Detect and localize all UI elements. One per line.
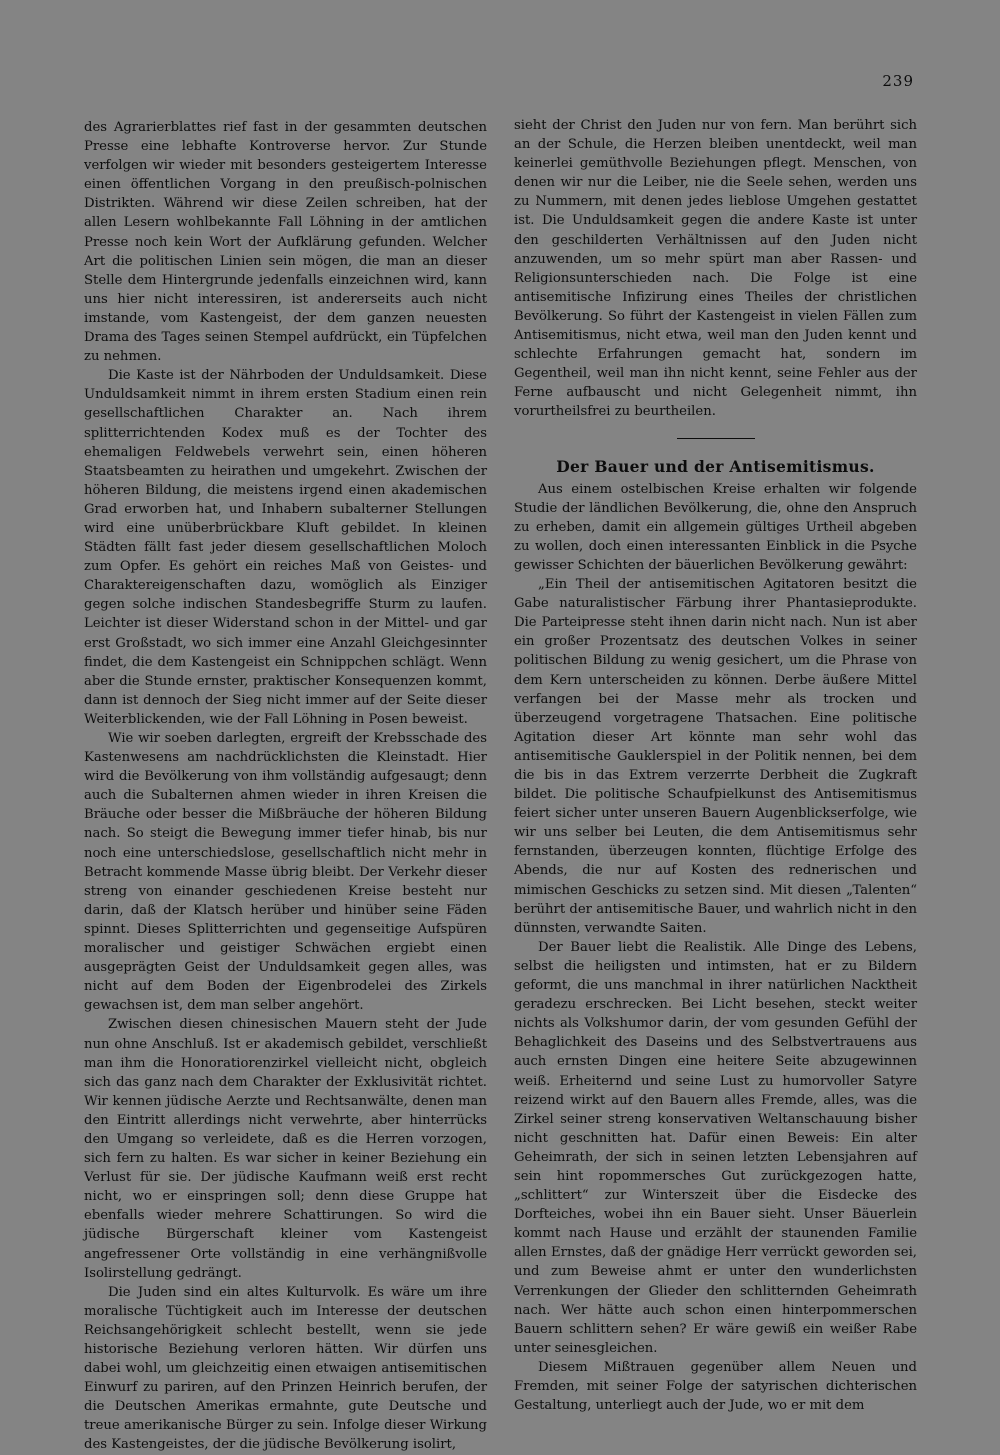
paragraph: Der Bauer liebt die Realistik. Alle Dinge des Lebens, selbst die heiligsten und intimsten, hat er zu Bildern geformt, die uns manchmal in ihrer natürlichen Nacktheit geradezu erschrecken. Bei Licht besehen, steckt weiter nichts als Volkshumor darin, der vom gesunden Gefühl der Behaglichkeit des Daseins und des Selbstvertrauens aus auch ernsten Dingen eine heitere Seite abzugewinnen weiß. Erheiternd und seine Lust zu humorvoller Satyre reizend wirkt auf den Bauern alles Fremde, alles, was die Zirkel seiner streng konservativen Weltanschauung bisher nicht geschnitten hat. Dafür einen Beweis: Ein alter Geheimrath, der sich in seinen letzten Lebensjahren auf sein hint ropommersches Gut zurückgezogen hatte, „schlittert“ zur Winterszeit über die Eisdecke des Dorfteiches, wobei ihn ein Bauer sieht. Unser Bäuerlein kommt nach Hause und erzählt der staunenden Familie allen Ernstes, daß der gnädige Herr verrückt geworden sei, und zum Beweise ahmt er unter den wunderlichsten Verrenkungen der Glieder den schlitternden Geheimrath nach. Wer hätte auch schon einen hinterpommerschen Bauern schlittern sehen? Er wäre gewiß ein weißer Rabe unter seinesgleichen. — [514, 939, 917, 1356]
paragraph: Aus einem ostelbischen Kreise erhalten wir folgende Studie der ländlichen Bevölkerung, die, ohne den Anspruch zu erheben, damit ein allgemein gültiges Urtheil abgeben zu wollen, doch einen interessanten Einblick in die Psyche gewisser Schichten der bäuerlichen Bevölkerung gewährt: — [514, 481, 917, 573]
page-number: 239 — [882, 72, 914, 90]
paragraph: sieht der Christ den Juden nur von fern. Man berührt sich an der Schule, die Herzen bleiben unentdeckt, weil man keinerlei gemüthvolle Beziehungen pflegt. Menschen, von denen wir nur die Leiber, nie die Seele sehen, werden uns zu Nummern, mit denen jedes lieblose Umgehen gestattet ist. Die Unduldsamkeit gegen die andere Kaste ist unter den geschilderten Verhältnissen auf den Juden nicht anzuwenden, um so mehr spürt man aber Rassen- und Religionsunterschieden nach. Die Folge ist eine antisemitische Infizirung eines Theiles der christlichen Bevölkerung. So führt der Kastengeist in vielen Fällen zum Antisemitismus, nicht etwa, weil man den Juden kennt und schlechte Erfahrungen gemacht hat, sondern im Gegentheil, weil man ihn nicht kennt, seine Fehler aus der Ferne aufbauscht und nicht Gelegenheit nimmt, ihn vorurtheilsfrei zu beurtheilen. — [514, 118, 917, 420]
paragraph: Zwischen diesen chinesischen Mauern steht der Jude nun ohne Anschluß. Ist er akademisch gebildet, verschließt man ihm die Honoratiorenzirkel vielleicht nicht, obgleich sich das ganz nach dem Charakter der Exklusivität richtet. Wir kennen jüdische Aerzte und Rechtsanwälte, denen man den Eintritt allerdings nicht verwehrte, aber hinterrücks den Umgang so verleidete, daß es die Herren vorzogen, sich fern zu halten. Es war sicher in keiner Beziehung ein Verlust für sie. Der jüdische Kaufmann weiß erst recht nicht, wo er einspringen soll; denn diese Gruppe hat ebenfalls wieder mehrere Schattirungen. So wird die jüdische Bürgerschaft kleiner vom Kastengeist angefressener Orte vollständig in eine verhängnißvolle Isolirstellung gedrängt. — [84, 1017, 487, 1281]
article-headline: Der Bauer und der Antisemitismus. — [556, 456, 875, 476]
paragraph: Die Kaste ist der Nährboden der Unduldsamkeit. Diese Unduldsamkeit nimmt in ihrem ersten Stadium einen rein gesellschaftlichen Charakter an. Nach ihrem splitterrichtenden Kodex muß es der Tochter des ehemaligen Feldwebels verwehrt sein, einen höheren Staatsbeamten zu heirathen und umgekehrt. Zwischen der höheren Bildung, die meistens irgend einen akademischen Grad erworben hat, und Inhabern subalterner Stellungen wird eine unüberbrückbare Kluft gebildet. In kleinen Städten fällt fast jeder diesem gesellschaftlichen Moloch zum Opfer. Es gehört ein reiches Maß von Geistes- und Charaktereigenschaften dazu, womöglich als Einziger gegen solche indischen Standesbegriffe Sturm zu laufen. Leichter ist dieser Widerstand schon in der Mittel- und gar erst Großstadt, wo sich immer eine Anzahl Gleichgesinnter findet, die dem Kastengeist ein Schnippchen schlägt. Wenn aber die Stunde ernster, praktischer Konsequenzen kommt, dann ist dennoch der Sieg nicht immer auf der Seite dieser Weiterblickenden, wie der Fall Löhning in Posen beweist. — [84, 368, 487, 727]
paragraph: Diesem Mißtrauen gegenüber allem Neuen und Fremden, mit seiner Folge der satyrischen dichterischen Gestaltung, unterliegt auch der Jude, wo er mit dem — [514, 1359, 917, 1414]
paragraph: Die Juden sind ein altes Kulturvolk. Es wäre um ihre moralische Tüchtigkeit auch im Interesse der deutschen Reichsangehörigkeit schlecht bestellt, wenn sie jede historische Beziehung verloren hätten. Wir dürfen uns dabei wohl, um gleichzeitig einen etwaigen antisemitischen Einwurf zu pariren, auf den Prinzen Heinrich berufen, der die Deutschen Amerikas ermahnte, gute Deutsche und treue amerikanische Bürger zu sein. Infolge dieser Wirkung des Kastengeistes, der die jüdische Bevölkerung isolirt, — [84, 1284, 487, 1453]
right-column — [514, 116, 917, 1415]
paragraph: „Ein Theil der antisemitischen Agitatoren besitzt die Gabe naturalistischer Färbung ihrer Phantasieprodukte. Die Parteipresse steht ihnen darin nicht nach. Nun ist aber ein großer Prozentsatz des deutschen Volkes in seiner politischen Bildung zu wenig gesichert, um die Phrase von dem Kern unterscheiden zu können. Derbe äußere Mittel verfangen bei der Masse mehr als trocken und überzeugend vorgetragene Thatsachen. Eine politische Agitation dieser Art könnte man sehr wohl das antisemitische Gauklerspiel in der Politik nennen, bei dem die bis in das Extrem verzerrte Derbheit die Zugkraft bildet. Die politische Schaufpielkunst des Antisemitismus feiert sicher unter unseren Bauern Augenblickserfolge, wie wir uns selber bei Leuten, die dem Antisemitismus sehr fernstanden, überzeugen konnten, flüchtige Erfolge des Abends, die nur auf Kosten des rednerischen und mimischen Geschicks zu setzen sind. Mit diesen „Talenten“ berührt der antisemitische Bauer, und wahrlich nicht in den dünnsten, verwandte Saiten. — [514, 577, 917, 936]
paragraph: des Agrarierblattes rief fast in der gesammten deutschen Presse eine lebhafte Kontroverse hervor. Zur Stunde verfolgen wir wieder mit besonders gesteigertem Interesse einen öffentlichen Vorgang in den preußisch-polnischen Distrikten. Während wir diese Zeilen schreiben, hat der allen Lesern wohlbekannte Fall Löhning in der amtlichen Presse noch kein Wort der Aufklärung gefunden. Welcher Art die politischen Linien sein mögen, die man an dieser Stelle dem Hintergrunde jedenfalls einzeichnen wird, kann uns hier nicht interessiren, ist andererseits auch nicht imstande, vom Kastengeist, der dem ganzen neuesten Drama des Tages seinen Stempel aufdrückt, ein Tüpfelchen zu nehmen. — [84, 120, 487, 365]
section-divider — [677, 438, 755, 439]
left-column — [84, 118, 487, 1455]
paragraph: Wie wir soeben darlegten, ergreift der Krebsschade des Kastenwesens am nachdrücklichsten die Kleinstadt. Hier wird die Bevölkerung von ihm vollständig aufgesaugt; denn auch die Subalternen ahmen wieder in ihren Kreisen die Bräuche oder besser die Mißbräuche der höheren Bildung nach. So steigt die Bewegung immer tiefer hinab, bis nur noch eine unterschiedslose, gesellschaftlich nicht mehr in Betracht kommende Masse übrig bleibt. Der Verkehr dieser streng von einander geschiedenen Kreise besteht nur darin, daß der Klatsch herüber und hinüber seine Fäden spinnt. Dieses Splitterrichten und gegenseitige Aufspüren moralischer und geistiger Schwächen ergiebt einen ausgeprägten Geist der Unduldsamkeit gegen alles, was nicht auf dem Boden der Eigenbrodelei des Zirkels gewachsen ist, dem man selber angehört. — [84, 731, 487, 1014]
